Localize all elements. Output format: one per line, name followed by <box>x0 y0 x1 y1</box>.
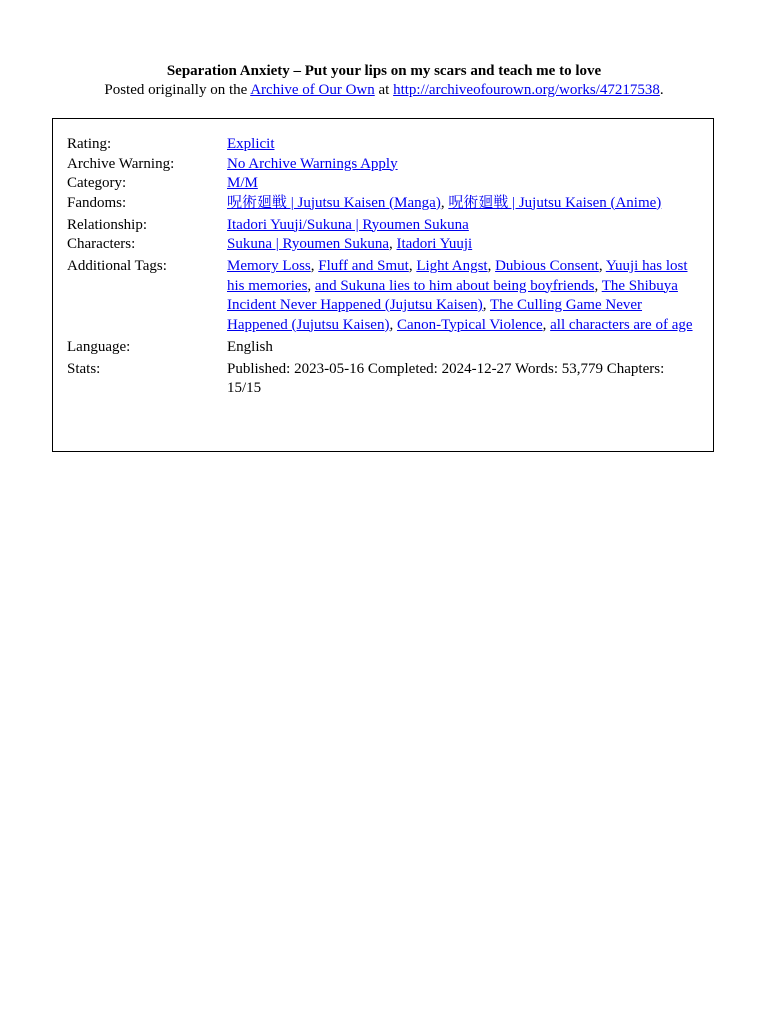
tag-link[interactable]: The Shibuya Incident Never Happened (Jujutsu Kaisen) <box>227 277 678 313</box>
tag-link[interactable]: Itadori Yuuji <box>396 236 473 252</box>
meta-row-additional-tags <box>67 255 697 336</box>
stats-value: Published: 2023-05-16 Completed: 2024-12-27 Words: 53,779 Chapters: 15/15 <box>227 360 665 396</box>
work-meta-box <box>52 118 714 452</box>
tag-link[interactable]: M/M <box>227 175 258 191</box>
tag-link[interactable]: Yuuji has lost his memories <box>227 258 688 294</box>
meta-row-rating <box>67 135 697 155</box>
language-label: Language: <box>67 338 131 355</box>
tag-link[interactable]: No Archive Warnings Apply <box>227 155 398 172</box>
meta-row-stats <box>67 357 697 399</box>
tag-link[interactable]: 呪術廻戦 | Jujutsu Kaisen (Anime) <box>448 194 662 211</box>
tag-link[interactable]: and Sukuna lies to him about being boyfriends <box>314 277 595 294</box>
work-url-link[interactable]: http://archiveofourown.org/works/47217538 <box>393 82 660 98</box>
tag-link[interactable]: Light Angst <box>416 258 488 274</box>
meta-row-fandoms <box>67 194 697 214</box>
posted-prefix: Posted originally on the <box>104 82 251 98</box>
tag-link[interactable]: Explicit <box>227 136 275 152</box>
language-value: English <box>227 338 273 355</box>
meta-row-language <box>67 335 697 357</box>
archive-link[interactable]: Archive of Our Own <box>250 82 375 98</box>
warning-label: Archive Warning: <box>67 155 175 172</box>
relationship-tags <box>227 213 697 235</box>
work-title: Separation Anxiety – Put your lips on my scars and teach me to love <box>166 63 602 79</box>
rating-tags <box>227 135 697 155</box>
meta-row-warning <box>67 155 697 175</box>
fandoms-label: Fandoms: <box>67 194 127 211</box>
tag-link[interactable]: Canon-Typical Violence <box>396 316 543 333</box>
characters-label: Characters: <box>67 236 136 252</box>
work-header <box>0 62 768 100</box>
tag-link[interactable]: Dubious Consent <box>495 258 599 274</box>
rating-label: Rating: <box>67 136 112 152</box>
tag-link[interactable]: Sukuna | Ryoumen Sukuna <box>227 236 389 252</box>
characters-tags: Sukuna | Ryoumen Sukuna, Itadori Yuuji <box>227 236 473 252</box>
posted-mid: at <box>374 82 394 98</box>
tag-link[interactable]: Memory Loss <box>227 258 311 274</box>
work-meta-table <box>67 135 697 399</box>
tag-link[interactable]: The Culling Game Never Happened (Jujutsu Kaisen) <box>227 297 643 333</box>
stats-label: Stats: <box>67 360 101 377</box>
tag-link[interactable]: all characters are of age <box>550 316 693 333</box>
posted-suffix: . <box>659 82 664 98</box>
additional-tags-label: Additional Tags: <box>67 258 167 274</box>
meta-row-category <box>67 174 697 194</box>
additional-tags: Memory Loss, Fluff and Smut, Light Angst, Dubious Consent, Yuuji has lost his memories, and Sukuna lies to him about being boyfriends, The Shibuya Incident Never Happened (Jujutsu Kaisen), The Culling Game Never Happened (Jujutsu Kaisen), Canon-Typical Violence, all characters are of age <box>227 258 693 333</box>
relationship-label: Relationship: <box>67 216 147 233</box>
posted-line <box>0 81 768 100</box>
tag-link[interactable]: 呪術廻戦 | Jujutsu Kaisen (Manga) <box>227 194 441 211</box>
meta-row-relationship <box>67 213 697 235</box>
fandoms-tags: 呪術廻戦 | Jujutsu Kaisen (Manga), 呪術廻戦 | Jujutsu Kaisen (Anime) <box>227 194 662 211</box>
category-tags <box>227 174 697 194</box>
category-label: Category: <box>67 175 127 191</box>
meta-row-characters <box>67 235 697 255</box>
tag-link[interactable]: Fluff and Smut <box>318 258 409 274</box>
tag-link[interactable]: Itadori Yuuji/Sukuna | Ryoumen Sukuna <box>227 216 469 233</box>
warning-tags <box>227 155 697 175</box>
